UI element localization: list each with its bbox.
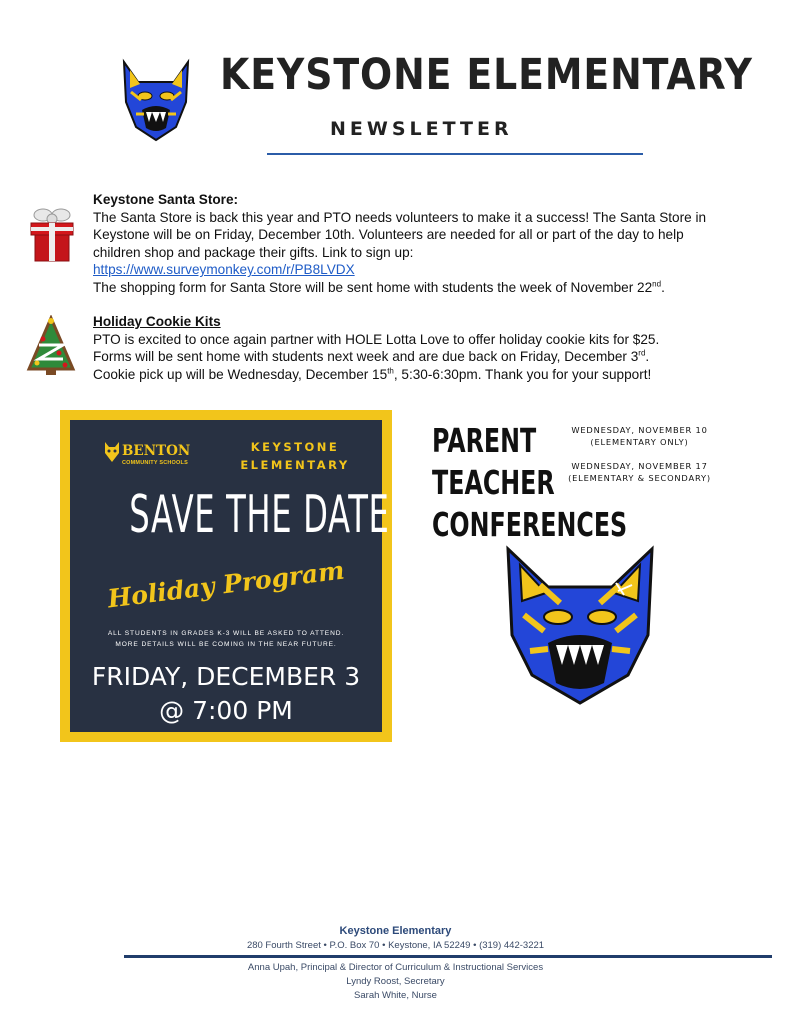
santa-store-body: The Santa Store is back this year and PTO needs volunteers to make it a success! The Santa Store in Keystone will be on Friday, December 10th. Volunteers are needed for all or part of the day to help children shop and package their gifts. Link to sign up: — [93, 209, 707, 260]
conferences-heading-line-1: PARENT — [432, 421, 537, 460]
attendance-note — [70, 628, 382, 650]
card-school-name — [220, 438, 370, 474]
newsletter-subtitle: NEWSLETTER — [330, 118, 513, 140]
benton-logo — [104, 441, 216, 473]
footer-nurse: Sarah White, Nurse — [354, 990, 437, 1001]
ordinal-suffix: th — [387, 366, 394, 376]
santa-store-shopping-form: The shopping form for Santa Store will be sent home with students the week of November 22 — [93, 279, 653, 295]
christmas-tree-cookie-icon — [25, 315, 77, 377]
save-the-date-card — [60, 410, 392, 742]
signup-link[interactable]: https://www.surveymonkey.com/r/PB8LVDX — [93, 262, 355, 278]
cookie-kits-article — [93, 313, 713, 383]
cookie-kits-line-1: PTO is excited to once again partner with HOLE Lotta Love to offer holiday cookie kits for $25. — [93, 331, 660, 347]
conferences-heading-line-2: TEACHER — [432, 463, 555, 502]
event-datetime — [70, 660, 382, 728]
wildcat-logo-icon — [116, 52, 196, 142]
attendance-note-line-1: ALL STUDENTS IN GRADES K-3 WILL BE ASKED TO ATTEND. — [107, 630, 345, 637]
benton-wildcat-icon — [104, 441, 120, 463]
footer-principal: Anna Upah, Principal & Director of Curriculum & Instructional Services — [247, 962, 544, 973]
footer-address: 280 Fourth Street • P.O. Box 70 • Keystone, IA 52249 • (319) 442-3221 — [246, 940, 545, 951]
cookie-kits-heading: Holiday Cookie Kits — [93, 314, 221, 329]
conference-date-1 — [552, 424, 727, 448]
footer-divider — [124, 955, 772, 958]
footer-school-name: Keystone Elementary — [339, 925, 452, 937]
attendance-note-line-2: MORE DETAILS WILL BE COMING IN THE NEAR FUTURE. — [115, 641, 337, 648]
card-school-line-2: ELEMENTARY — [240, 458, 350, 472]
newsletter-title: KEYSTONE ELEMENTARY — [220, 50, 753, 100]
ordinal-suffix: nd — [652, 279, 662, 289]
footer-secretary: Lyndy Roost, Secretary — [346, 976, 445, 987]
card-school-line-1: KEYSTONE — [250, 440, 340, 454]
cookie-kits-line-3: Cookie pick up will be Wednesday, December 15 — [93, 366, 388, 382]
event-time: @ 7:00 PM — [159, 696, 293, 725]
event-name: Holiday Program — [106, 555, 346, 614]
santa-store-heading: Keystone Santa Store: — [93, 192, 239, 207]
conferences-heading-line-3: CONFERENCES — [432, 505, 628, 544]
card-panel — [70, 420, 390, 732]
benton-subtitle: COMMUNITY SCHOOLS — [122, 460, 188, 466]
event-date: FRIDAY, DECEMBER 3 — [91, 662, 361, 691]
conference-date-2-day: WEDNESDAY, NOVEMBER 17 — [571, 461, 708, 471]
gift-icon — [27, 205, 77, 263]
santa-store-article — [93, 191, 713, 297]
header-divider — [267, 153, 643, 155]
conference-date-2 — [552, 460, 727, 484]
conference-date-1-note: (ELEMENTARY ONLY) — [590, 437, 689, 447]
punctuation: . — [645, 349, 650, 365]
conference-date-2-note: (ELEMENTARY & SECONDARY) — [568, 473, 711, 483]
cookie-kits-line-3-end: , 5:30-6:30pm. Thank you for your support! — [393, 366, 652, 382]
conference-date-1-day: WEDNESDAY, NOVEMBER 10 — [571, 425, 708, 435]
wildcat-mascot-icon — [500, 545, 660, 705]
benton-wordmark: BENTON — [122, 443, 191, 459]
ordinal-suffix: rd — [638, 348, 646, 358]
cookie-kits-line-2: Forms will be sent home with students next week and are due back on Friday, December 3 — [93, 349, 639, 365]
punctuation: . — [661, 279, 665, 295]
save-the-date-headline: SAVE THE DATE — [129, 485, 390, 545]
